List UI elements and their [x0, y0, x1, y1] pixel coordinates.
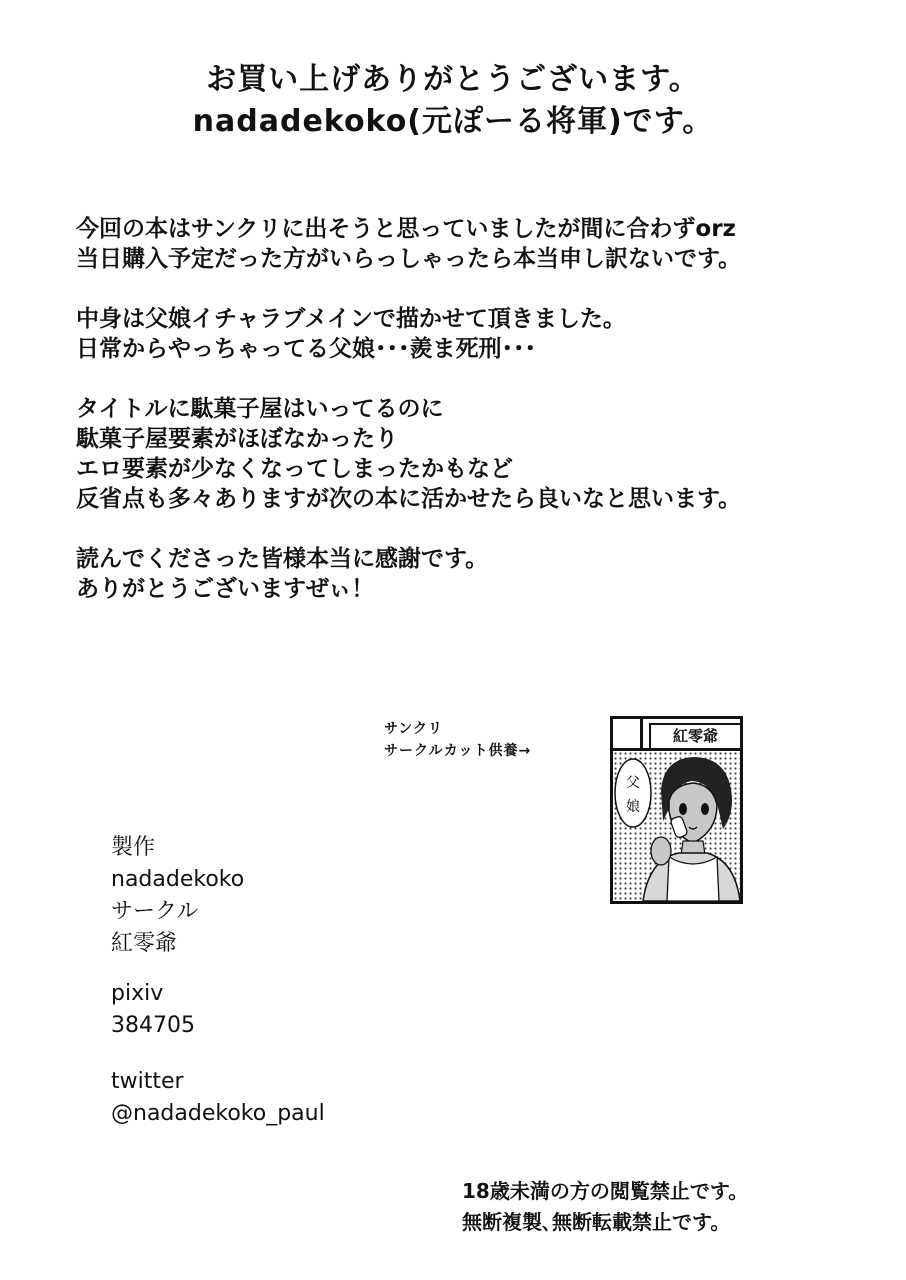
circle-cut-image [610, 716, 743, 904]
checkbox-cell [613, 719, 643, 751]
text-line: 駄菓子屋要素がほぼなかったり [76, 426, 398, 452]
author-heading: nadadekoko(元ぽーる将軍)です。 [192, 104, 714, 139]
circle-name-cell [643, 719, 740, 751]
greeting-heading: お買い上げありがとうございます。 [206, 62, 700, 97]
text-line: 中身は父娘イチャラブメインで描かせて頂きました。 [76, 306, 626, 332]
character-illustration [613, 751, 740, 901]
circle-name-label: 紅零爺 [649, 723, 740, 748]
notice-line: 18歳未満の方の閲覧禁止です。 [462, 1179, 749, 1203]
paragraph-thanks [76, 544, 741, 604]
twitter-handle: @nadadekoko_paul [111, 1101, 325, 1126]
production-label: 製作 [111, 835, 156, 860]
text-line: 読んでくださった皆様本当に感謝です。 [76, 546, 489, 572]
illustration-svg [613, 751, 740, 901]
text-line: 今回の本はサンクリに出そうと思っていましたが間に合わずorz [76, 216, 736, 242]
bubble-char: 父 [626, 775, 640, 791]
paragraph-apology [76, 214, 741, 274]
text-line: ありがとうございますぜぃ！ [76, 576, 375, 602]
circle-name: 紅零爺 [111, 931, 178, 956]
text-line: エロ要素が少なくなってしまったかもなど [76, 456, 513, 482]
afterword-body [76, 214, 741, 604]
credits-production [111, 832, 325, 960]
text-line: 反省点も多々ありますが次の本に活かせたら良いなと思います。 [76, 486, 742, 512]
author-name: nadadekoko [111, 867, 245, 892]
paragraph-reflection [76, 394, 741, 514]
credits-pixiv [111, 978, 325, 1042]
text-line: 日常からやっちゃってる父娘･･･羨ま死刑･･･ [76, 336, 536, 362]
notice-line: 無断複製､無断転載禁止です。 [462, 1210, 731, 1234]
pixiv-label: pixiv [111, 981, 164, 1006]
circle-cut-caption [384, 718, 531, 762]
bubble-char: 娘 [626, 799, 640, 815]
caption-line: サンクリ [384, 721, 444, 737]
text-line: 当日購入予定だった方がいらっしゃったら本当申し訳ないです。 [76, 246, 742, 272]
circle-label: サークル [111, 899, 199, 924]
pixiv-id: 384705 [111, 1013, 195, 1038]
caption-line: サークルカット供養→ [384, 743, 532, 759]
credits-twitter [111, 1066, 325, 1130]
paragraph-content [76, 304, 741, 364]
text-line: タイトルに駄菓子屋はいってるのに [76, 396, 444, 422]
age-restriction-notice [462, 1176, 748, 1238]
twitter-label: twitter [111, 1069, 184, 1094]
credits [111, 832, 325, 1130]
